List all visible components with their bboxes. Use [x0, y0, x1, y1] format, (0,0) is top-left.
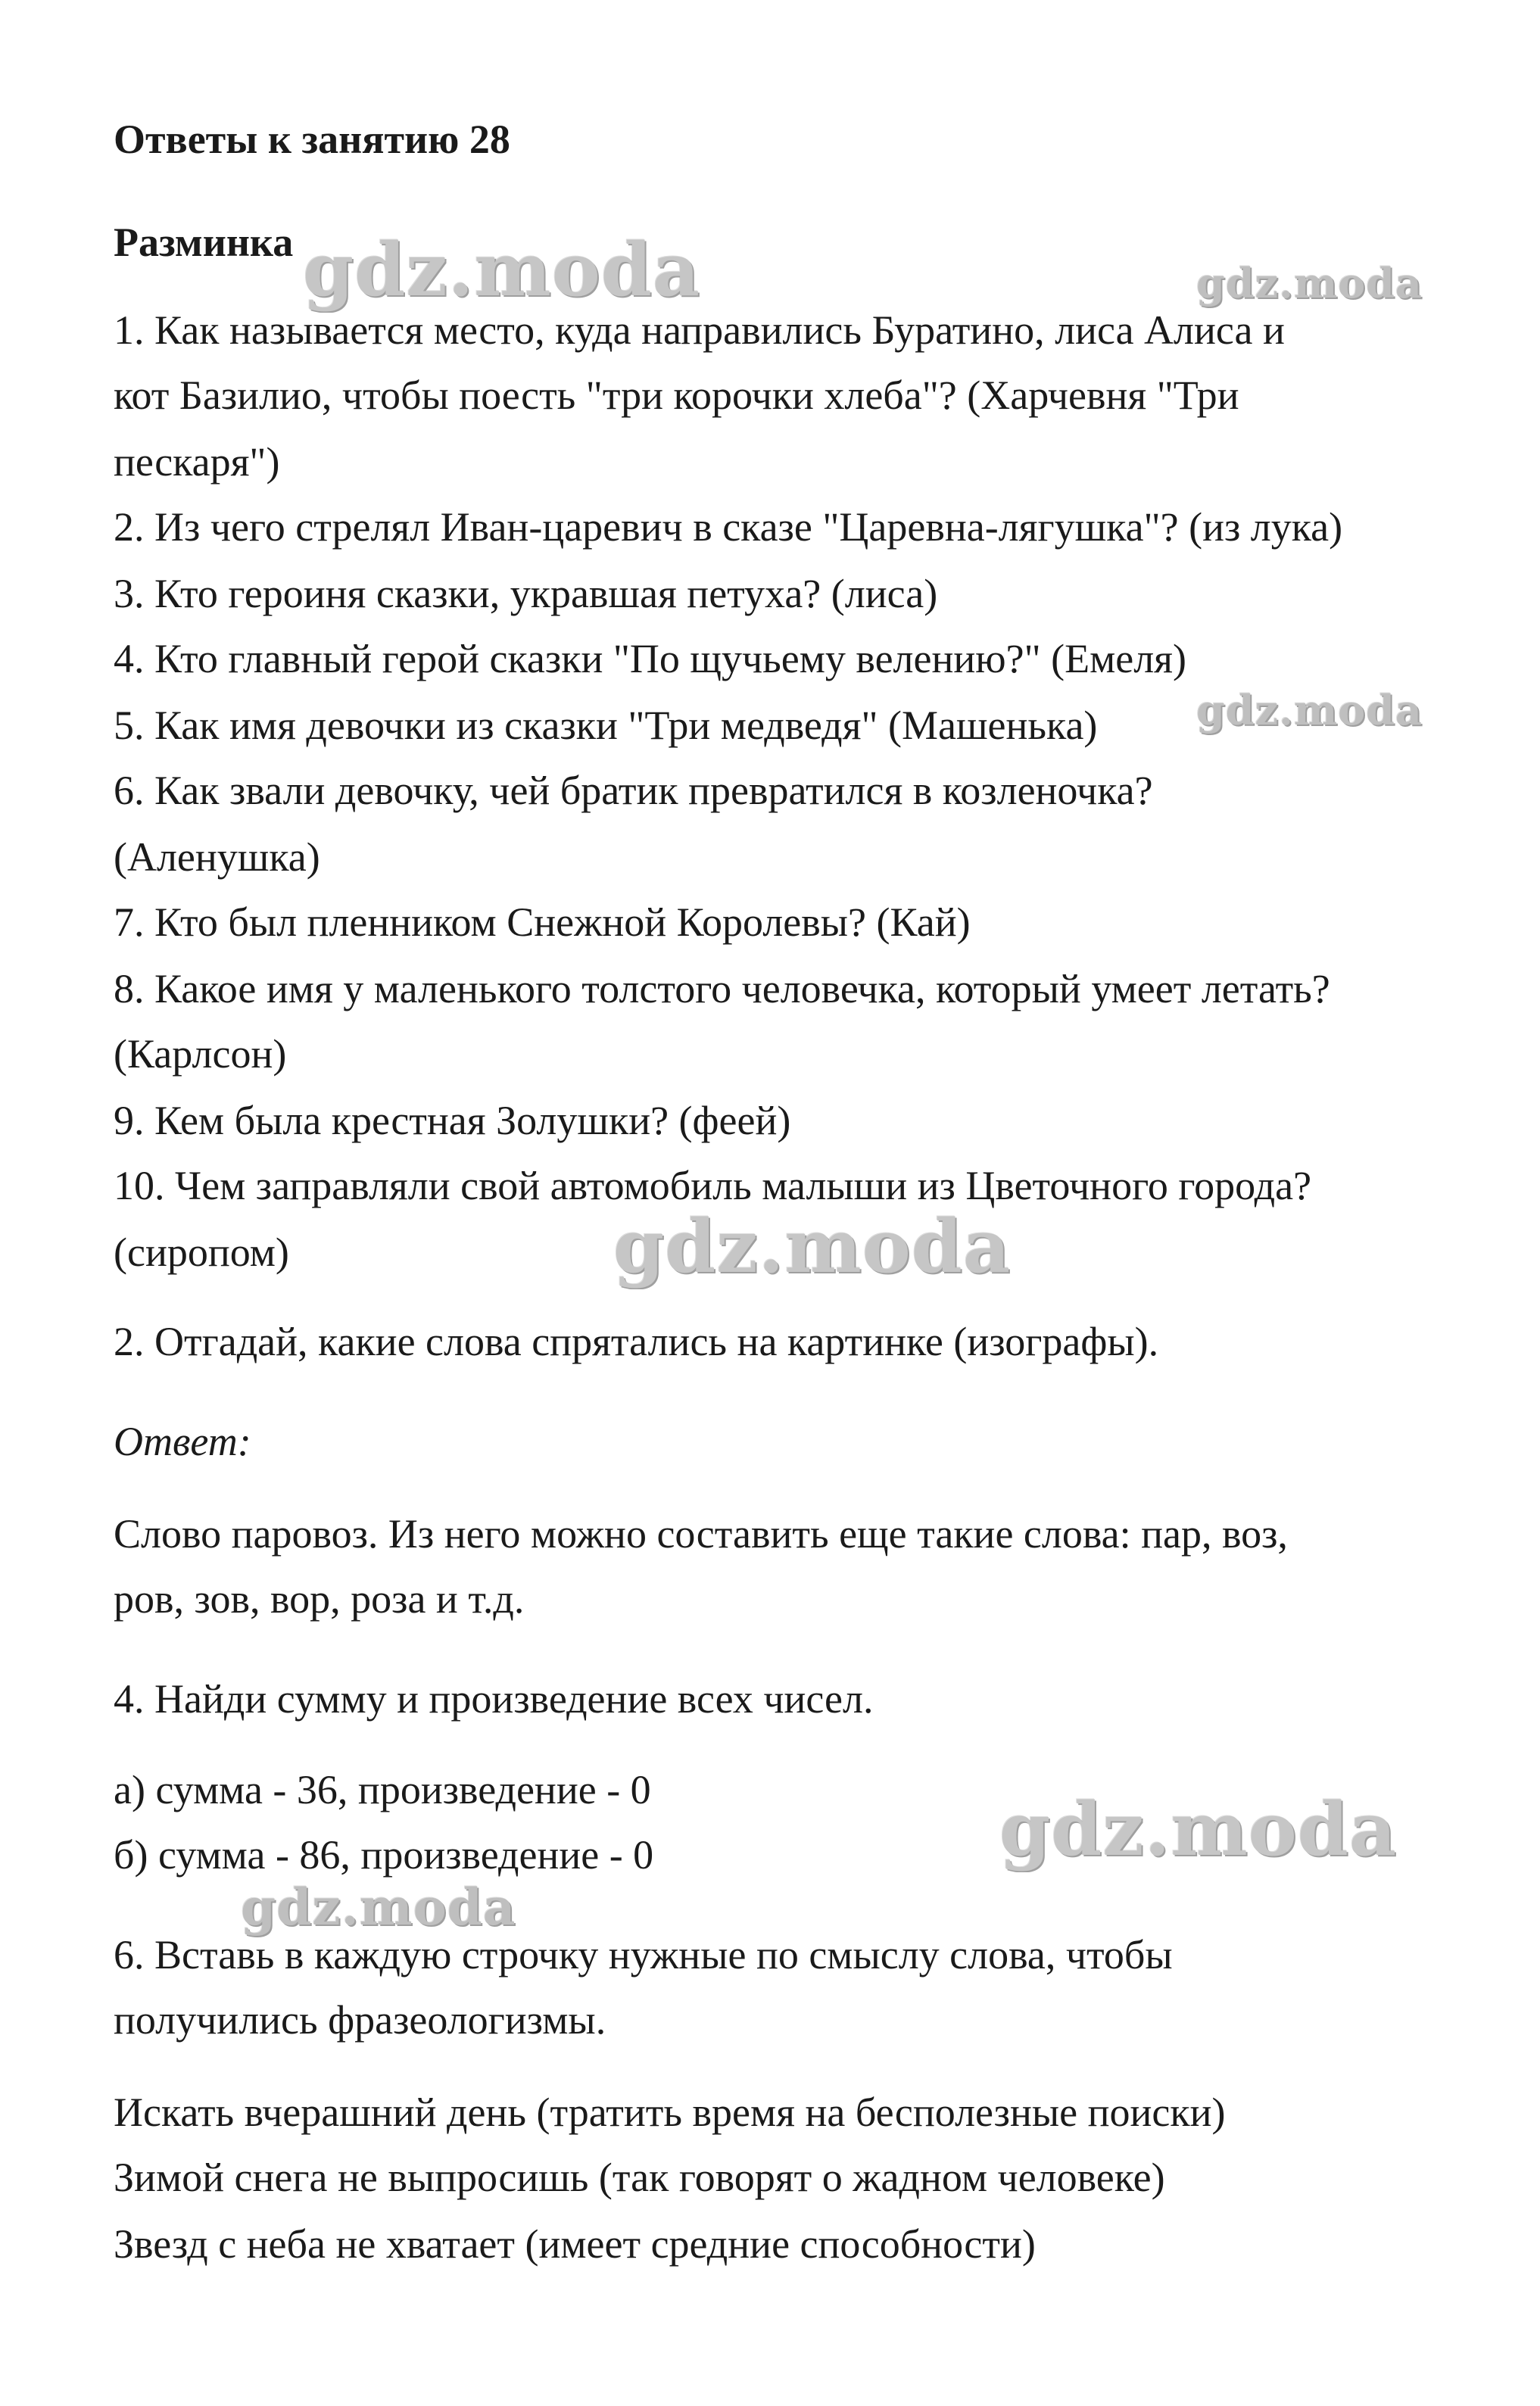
task-6-text: 6. Вставь в каждую строчку нужные по смыслу слова, чтобы	[114, 1932, 1173, 1977]
warmup-line: 3. Кто героиня сказки, укравшая петуха? (лиса)	[114, 571, 938, 616]
answer-line: Слово паровоз. Из него можно составить еще такие слова: пар, воз,	[114, 1511, 1288, 1557]
idiom-line: Звезд с неба не хватает (имеет средние способности)	[114, 2221, 1036, 2267]
warmup-line: 1. Как называется место, куда направились Буратино, лиса Алиса и	[114, 307, 1285, 353]
document-page	[114, 0, 1492, 2406]
warmup-line: (сиропом)	[114, 1229, 289, 1275]
section-heading-warmup: Разминка	[114, 220, 294, 265]
warmup-line: 7. Кто был пленником Снежной Королевы? (Кай)	[114, 899, 971, 945]
watermark-logo: gdz.moda	[303, 227, 701, 313]
task-4-answer-b: б) сумма - 86, произведение - 0	[114, 1832, 654, 1878]
warmup-line: (Карлсон)	[114, 1031, 287, 1077]
warmup-line: 8. Какое имя у маленького толстого человечка, который умеет летать?	[114, 966, 1330, 1011]
watermark-logo: gdz.moda	[613, 1204, 1012, 1289]
warmup-line: 6. Как звали девочку, чей братик превратился в козленочка?	[114, 768, 1153, 813]
watermark-logo: gdz.moda	[999, 1787, 1398, 1872]
answer-line: ров, зов, вор, роза и т.д.	[114, 1576, 525, 1622]
warmup-line: 10. Чем заправляли свой автомобиль малыши из Цветочного города?	[114, 1163, 1312, 1208]
warmup-line: 4. Кто главный герой сказки "По щучьему велению?" (Емеля)	[114, 636, 1186, 681]
answer-label: Ответ:	[114, 1419, 251, 1464]
watermark-logo: gdz.moda	[241, 1878, 516, 1937]
task-4-answer-a: а) сумма - 36, произведение - 0	[114, 1767, 651, 1812]
warmup-line: 2. Из чего стрелял Иван-царевич в сказе "Царевна-лягушка"? (из лука)	[114, 504, 1343, 550]
task-6-text: получились фразеологизмы.	[114, 1997, 606, 2043]
warmup-line: 5. Как имя девочки из сказки "Три медведя" (Машенька)	[114, 703, 1098, 748]
task-2-text: 2. Отгадай, какие слова спрятались на картинке (изографы).	[114, 1319, 1159, 1364]
watermark-logo: gdz.moda	[1196, 686, 1423, 734]
warmup-line: пескаря")	[114, 439, 280, 485]
warmup-line: (Аленушка)	[114, 834, 320, 880]
idiom-line: Зимой снега не выпросишь (так говорят о жадном человеке)	[114, 2155, 1165, 2200]
warmup-line: кот Базилио, чтобы поесть "три корочки хлеба"? (Харчевня "Три	[114, 372, 1239, 418]
task-4-text: 4. Найди сумму и произведение всех чисел.	[114, 1676, 874, 1722]
warmup-line: 9. Кем была крестная Золушки? (феей)	[114, 1098, 791, 1143]
watermark-logo: gdz.moda	[1196, 259, 1423, 307]
page-title: Ответы к занятию 28	[114, 117, 510, 162]
idiom-line: Искать вчерашний день (тратить время на бесполезные поиски)	[114, 2090, 1226, 2135]
